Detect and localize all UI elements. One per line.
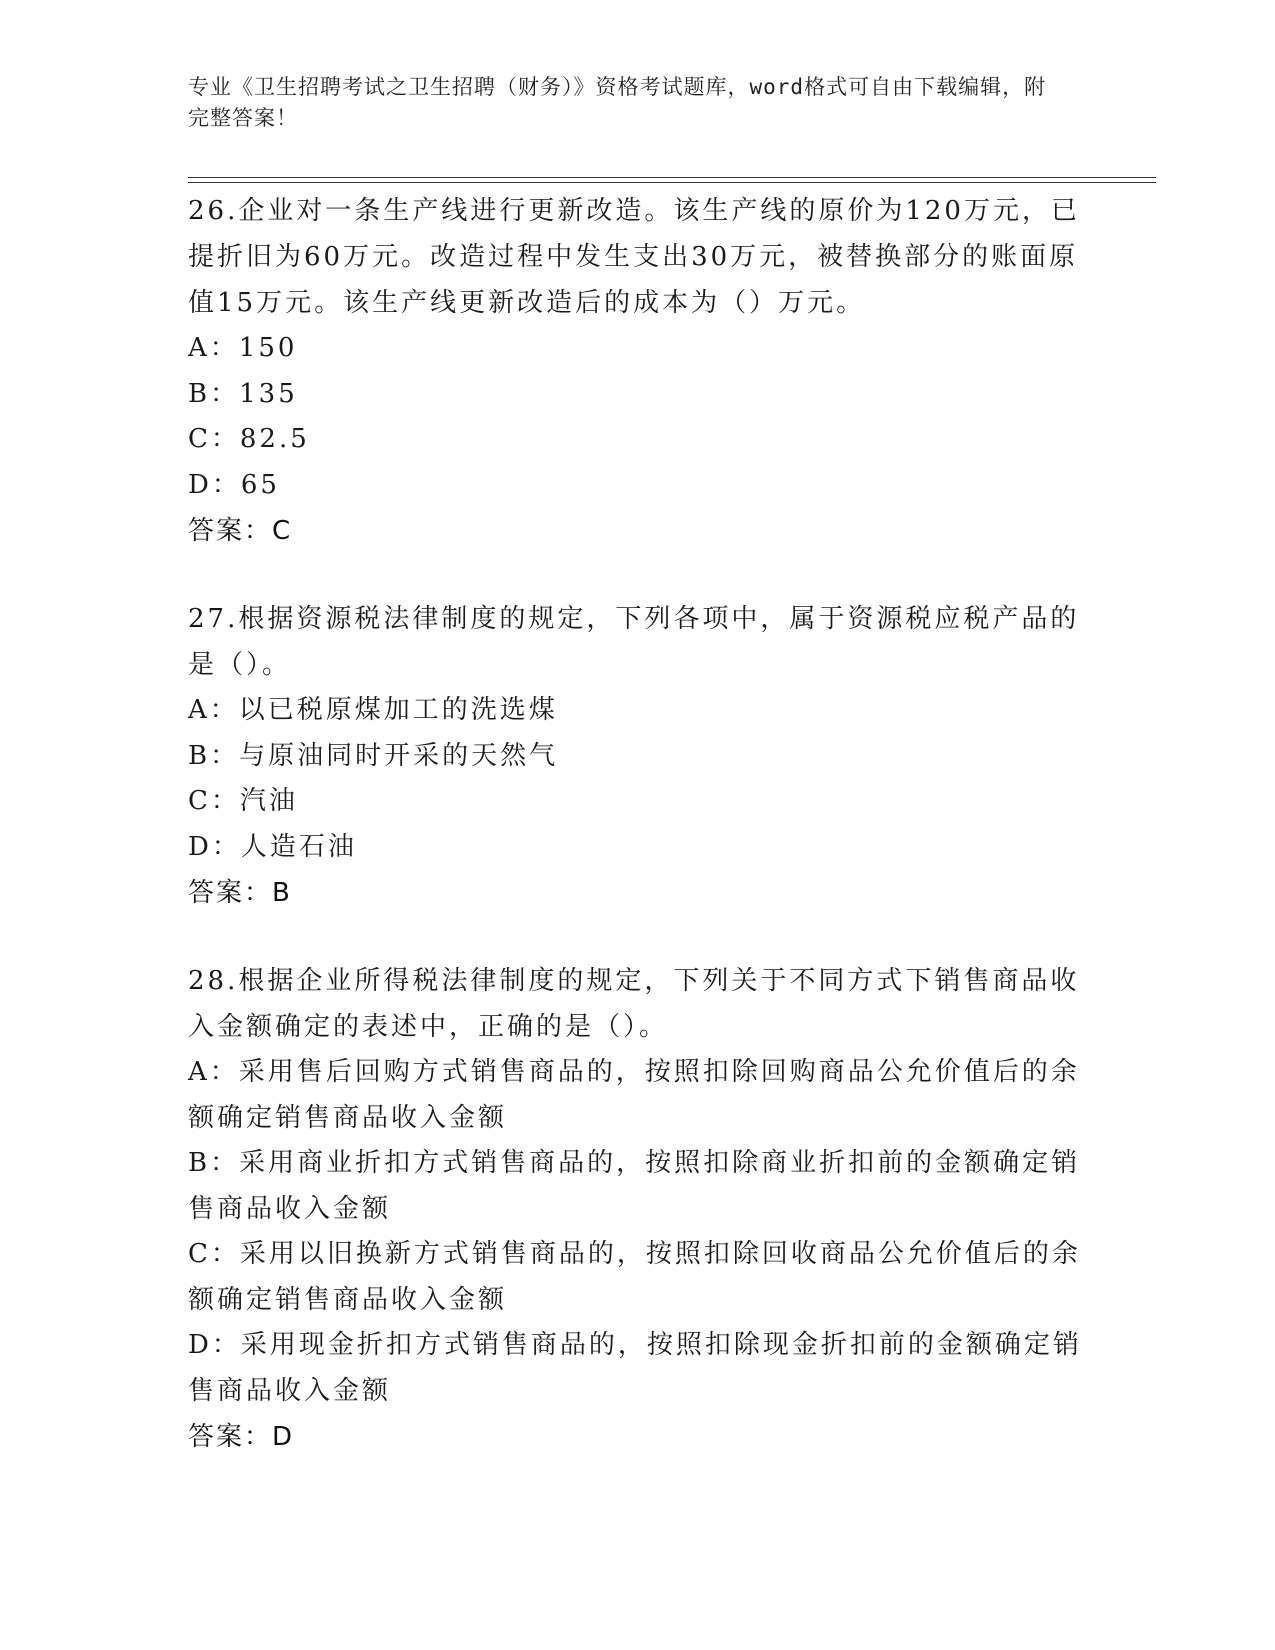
question-text: 28.根据企业所得税法律制度的规定，下列关于不同方式下销售商品收入金额确定的表述中，正确的是（）。 xyxy=(188,966,1080,1042)
answer: 答案：C xyxy=(188,516,293,546)
option-a: A：采用售后回购方式销售商品的，按照扣除回购商品公允价值后的余额确定销售商品收入金额 xyxy=(188,1057,1080,1133)
option-b: B：采用商业折扣方式销售商品的，按照扣除商业折扣前的金额确定销售商品收入金额 xyxy=(188,1148,1081,1224)
header-divider-top xyxy=(188,177,1156,178)
option-b: B：与原油同时开采的天然气 xyxy=(188,740,559,771)
option-c: C：82.5 xyxy=(188,424,310,454)
answer: 答案：B xyxy=(188,878,292,908)
option-a: A：150 xyxy=(188,333,298,363)
option-d: D：人造石油 xyxy=(188,831,357,862)
question-text: 27.根据资源税法律制度的规定，下列各项中，属于资源税应税产品的是（）。 xyxy=(188,604,1080,680)
question-27 xyxy=(188,596,1088,916)
option-a: A：以已税原煤加工的洗选煤 xyxy=(188,695,558,725)
header-divider-bottom xyxy=(188,182,1156,183)
option-b: B：135 xyxy=(188,378,298,409)
answer: 答案：D xyxy=(188,1422,295,1452)
question-text: 26.企业对一条生产线进行更新改造。该生产线的原价为120万元，已提折旧为60万元。改造过程中发生支出30万元，被替换部分的账面原值15万元。该生产线更新改造后的成本为（）万元。 xyxy=(188,196,1080,318)
option-c: C：汽油 xyxy=(188,786,298,816)
option-c: C：采用以旧换新方式销售商品的，按照扣除回收商品公允价值后的余额确定销售商品收入金额 xyxy=(188,1239,1081,1315)
option-d: D：65 xyxy=(188,469,280,500)
document-header: 专业《卫生招聘考试之卫生招聘（财务）》资格考试题库，word格式可自由下载编辑，附完整答案！ xyxy=(188,75,1047,130)
question-26 xyxy=(188,188,1088,554)
question-list xyxy=(188,188,1088,1502)
question-28 xyxy=(188,958,1088,1460)
option-d: D：采用现金折扣方式销售商品的，按照扣除现金折扣前的金额确定销售商品收入金额 xyxy=(188,1330,1082,1406)
